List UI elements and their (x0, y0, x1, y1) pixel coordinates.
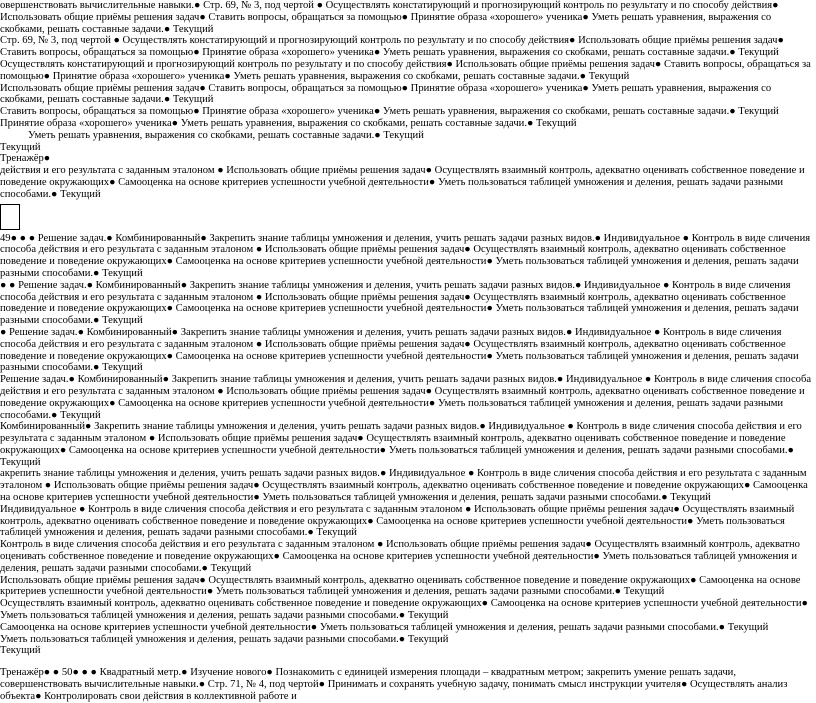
text-block-7: Уметь решать уравнения, выражения со скобками, решать составные задачи.● Текущий (28, 129, 424, 141)
text-block-22: Уметь пользоваться таблицей умножения и деления, решать задачи разными способами.● Текущий (0, 633, 449, 645)
text-block-5: Ставить вопросы, обращаться за помощью● Принятие образа «хорошего» ученика● Уметь решать уравнения, выражения со скобками, решать составные задачи.● Текущий (0, 106, 779, 118)
text-block-23: Текущий (0, 645, 41, 657)
text-block-9: Тренажёр● (0, 153, 51, 165)
text-block-24: Тренажёр● ● 50● ● ● Квадратный метр.● Изучение нового● Познакомить с единицей измерения площади – квадратным метром; закрепить умение решать задачи, совершенствовать вычислительные навыки.● Стр. 71, № 4, под чертой● Принимать и сохранять учебную задачу, понимать смысл инструкции учителя● Осуществлять анализ объекта● Контролировать свои действия в коллективной работе и (0, 667, 788, 702)
text-block-21: Самооценка на основе критериев успешности учебной деятельности● Уметь пользоваться таблицей умножения и деления, решать задачи разными способами.● Текущий (0, 621, 769, 633)
text-block-14: Решение задач.● Комбинированный● Закрепить знание таблицы умножения и деления, учить решать задачи разных видов.● Индивидуальное ● Контроль в виде сличения способа действия и его результата с заданным эталоном ● Использовать общие приёмы решения задач● Осуществлять взаимный контроль, адекватно оценивать собственное поведение и поведение окружающих● Самооценка на основе критериев успешности учебной деятельности● Уметь пользоваться таблицей умножения и деления, решать задачи разными способами.● Текущий (0, 374, 812, 421)
text-block-15: Комбинированный● Закрепить знание таблицы умножения и деления, учить решать задачи разных видов.● Индивидуальное ● Контроль в виде сличения способа действия и его результата с заданным эталоном ● Использовать общие приёмы решения задач● Осуществлять взаимный контроль, адекватно оценивать собственное поведение и поведение окружающих● Самооценка на основе критериев успешности учебной деятельности● Уметь пользоваться таблицей умножения и деления, решать задачи разными способами.● Текущий (0, 421, 802, 468)
text-block-18: Контроль в виде сличения способа действия и его результата с заданным эталоном ● Использовать общие приёмы решения задач● Осуществлять взаимный контроль, адекватно оценивать собственное поведение и поведение окружающих● Самооценка на основе критериев успешности учебной деятельности● Уметь пользоваться таблицей умножения и деления, решать задачи разными способами.● Текущий (0, 539, 800, 574)
text-block-10: действия и его результата с заданным эталоном ● Использовать общие приёмы решения задач● Осуществлять взаимный контроль, адекватно оценивать собственное поведение и поведение окружающих● Самооценка на основе критериев успешности учебной деятельности● Уметь пользоваться таблицей умножения и деления, решать задачи разными способами.● Текущий (0, 165, 805, 200)
text-block-2: Стр. 69, № 3, под чертой ● Осуществлять констатирующий и прогнозирующий контроль по результату и по способу действия● Использовать общие приёмы решения задач● Ставить вопросы, обращаться за помощью● Принятие образа «хорошего» ученика● Уметь решать уравнения, выражения со скобками, решать составные задачи.● Текущий (0, 35, 784, 59)
text-block-16: акрепить знание таблицы умножения и деления, учить решать задачи разных видов.● Индивидуальное ● Контроль в виде сличения способа действия и его результата с заданным эталоном ● Использовать общие приёмы решения задач● Осуществлять взаимный контроль, адекватно оценивать собственное поведение и поведение окружающих● Самооценка на основе критериев успешности учебной деятельности● Уметь пользоваться таблицей умножения и деления, решать задачи разными способами.● Текущий (0, 468, 808, 504)
text-block-12: ● ● Решение задач.● Комбинированный● Закрепить знание таблицы умножения и деления, учить решать задачи разных видов.● Индивидуальное ● Контроль в виде сличения способа действия и его результата с заданным эталоном ● Использовать общие приёмы решения задач● Осуществлять взаимный контроль, адекватно оценивать собственное поведение и поведение окружающих● Самооценка на основе критериев успешности учебной деятельности● Уметь пользоваться таблицей умножения и деления, решать задачи разными способами.● Текущий (0, 279, 799, 327)
text-block-20: Осуществлять взаимный контроль, адекватно оценивать собственное поведение и поведение окружающих● Самооценка на основе критериев успешности учебной деятельности● Уметь пользоваться таблицей умножения и деления, решать задачи разными способами.● Текущий (0, 598, 808, 622)
text-block-8: Текущий (0, 141, 41, 153)
text-block-13: ● Решение задач.● Комбинированный● Закрепить знание таблицы умножения и деления, учить решать задачи разных видов.● Индивидуальное ● Контроль в виде сличения способа действия и его результата с заданным эталоном ● Использовать общие приёмы решения задач● Осуществлять взаимный контроль, адекватно оценивать собственное поведение и поведение окружающих● Самооценка на основе критериев успешности учебной деятельности● Уметь пользоваться таблицей умножения и деления, решать задачи разными способами.● Текущий (0, 326, 799, 374)
empty-cell-box (0, 204, 20, 230)
text-block-19: Использовать общие приёмы решения задач● Осуществлять взаимный контроль, адекватно оценивать собственное поведение и поведение окружающих● Самооценка на основе критериев успешности учебной деятельности● Уметь пользоваться таблицей умножения и деления, решать задачи разными способами.● Текущий (0, 574, 801, 598)
text-block-3: Осуществлять констатирующий и прогнозирующий контроль по результату и по способу действия● Использовать общие приёмы решения задач● Ставить вопросы, обращаться за помощью● Принятие образа «хорошего» ученика● Уметь решать уравнения, выражения со скобками, решать составные задачи.● Текущий (0, 58, 811, 82)
text-block-6: Принятие образа «хорошего» ученика● Уметь решать уравнения, выражения со скобками, решать составные задачи.● Текущий (0, 117, 577, 129)
spacer (0, 657, 812, 667)
text-block-17: Индивидуальное ● Контроль в виде сличения способа действия и его результата с заданным эталоном ● Использовать общие приёмы решения задач● Осуществлять взаимный контроль, адекватно оценивать собственное поведение и поведение окружающих● Самооценка на основе критериев успешности учебной деятельности● Уметь пользоваться таблицей умножения и деления, решать задачи разными способами.● Текущий (0, 503, 795, 539)
text-block-11: 49● ● ● Решение задач.● Комбинированный● Закрепить знание таблицы умножения и деления, учить решать задачи разных видов.● Индивидуальное ● Контроль в виде сличения способа действия и его результата с заданным эталоном ● Использовать общие приёмы решения задач● Осуществлять взаимный контроль, адекватно оценивать собственное поведение и поведение окружающих● Самооценка на основе критериев успешности учебной деятельности● Уметь пользоваться таблицей умножения и деления, решать задачи разными способами.● Текущий (0, 232, 811, 279)
text-block-4: Использовать общие приёмы решения задач● Ставить вопросы, обращаться за помощью● Принятие образа «хорошего» ученика● Уметь решать уравнения, выражения со скобками, решать составные задачи.● Текущий (0, 82, 772, 106)
text-block-1: овершенствовать вычислительные навыки.● Стр. 69, № 3, под чертой ● Осуществлять констатирующий и прогнозирующий контроль по результату и по способу действия● Использовать общие приёмы решения задач● Ставить вопросы, обращаться за помощью● Принятие образа «хорошего» ученика● Уметь решать уравнения, выражения со скобками, решать составные задачи.● Текущий (0, 0, 779, 35)
